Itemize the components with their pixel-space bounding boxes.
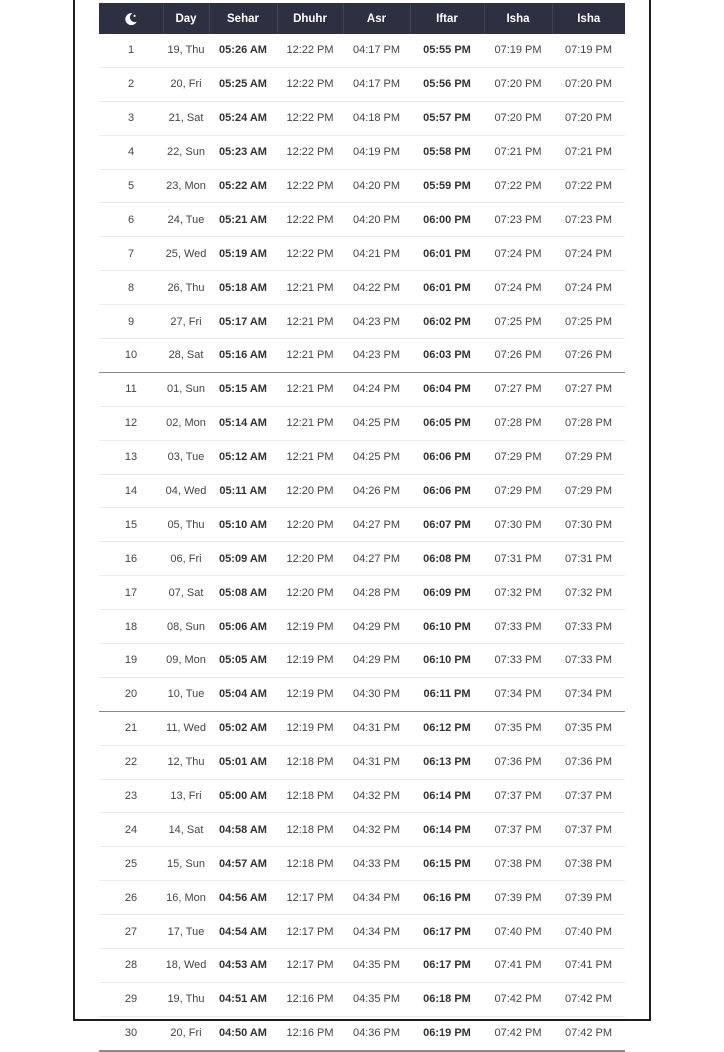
sehar-time-cell: 05:22 AM	[209, 169, 277, 203]
sehar-time-cell: 05:23 AM	[209, 135, 277, 169]
dhuhr-time-cell: 12:22 PM	[277, 237, 343, 271]
isha-time-cell: 07:37 PM	[484, 779, 552, 813]
table-row	[99, 881, 625, 915]
iftar-time-cell: 06:03 PM	[410, 339, 484, 373]
isha-time-cell: 07:42 PM	[484, 982, 552, 1016]
table-row	[99, 982, 625, 1016]
dhuhr-time-cell: 12:22 PM	[277, 169, 343, 203]
isha-time-cell-2: 07:38 PM	[552, 847, 625, 881]
dhuhr-time-cell: 12:22 PM	[277, 203, 343, 237]
isha-time-cell: 07:25 PM	[484, 305, 552, 339]
isha-time-cell: 07:41 PM	[484, 949, 552, 983]
isha-time-cell-2: 07:25 PM	[552, 305, 625, 339]
iftar-time-cell: 05:58 PM	[410, 135, 484, 169]
timetable-container	[99, 3, 625, 1052]
sehar-time-cell: 05:21 AM	[209, 203, 277, 237]
isha-time-cell: 07:29 PM	[484, 474, 552, 508]
asr-time-cell: 04:32 PM	[343, 779, 410, 813]
isha-time-cell: 07:29 PM	[484, 440, 552, 474]
table-row	[99, 372, 625, 406]
iftar-time-cell: 06:14 PM	[410, 813, 484, 847]
isha-time-cell-2: 07:24 PM	[552, 237, 625, 271]
isha-time-cell: 07:37 PM	[484, 813, 552, 847]
dhuhr-time-cell: 12:21 PM	[277, 339, 343, 373]
iftar-time-cell: 06:01 PM	[410, 271, 484, 305]
asr-time-cell: 04:27 PM	[343, 542, 410, 576]
day-cell: 01, Sun	[163, 372, 209, 406]
table-row	[99, 542, 625, 576]
table-row	[99, 169, 625, 203]
isha-time-cell-2: 07:36 PM	[552, 745, 625, 779]
sehar-time-cell: 05:26 AM	[209, 34, 277, 67]
sehar-time-cell: 05:08 AM	[209, 576, 277, 610]
iftar-time-cell: 06:19 PM	[410, 1016, 484, 1050]
table-row	[99, 813, 625, 847]
asr-time-cell: 04:18 PM	[343, 101, 410, 135]
isha-time-cell: 07:20 PM	[484, 67, 552, 101]
isha-time-cell: 07:35 PM	[484, 711, 552, 745]
dhuhr-time-cell: 12:18 PM	[277, 745, 343, 779]
sehar-time-cell: 05:01 AM	[209, 745, 277, 779]
isha-time-cell: 07:22 PM	[484, 169, 552, 203]
iftar-time-cell: 06:10 PM	[410, 644, 484, 678]
day-number-cell: 30	[99, 1016, 163, 1050]
isha-time-cell-2: 07:27 PM	[552, 372, 625, 406]
asr-time-cell: 04:17 PM	[343, 67, 410, 101]
asr-time-cell: 04:31 PM	[343, 745, 410, 779]
day-number-cell: 16	[99, 542, 163, 576]
table-row	[99, 474, 625, 508]
dhuhr-time-cell: 12:21 PM	[277, 271, 343, 305]
sehar-time-cell: 05:24 AM	[209, 101, 277, 135]
day-number-cell: 29	[99, 982, 163, 1016]
dhuhr-time-cell: 12:17 PM	[277, 915, 343, 949]
day-number-cell: 20	[99, 677, 163, 711]
table-row	[99, 949, 625, 983]
isha-time-cell-2: 07:41 PM	[552, 949, 625, 983]
isha-time-cell-2: 07:37 PM	[552, 779, 625, 813]
dhuhr-time-cell: 12:21 PM	[277, 440, 343, 474]
day-cell: 24, Tue	[163, 203, 209, 237]
dhuhr-time-cell: 12:21 PM	[277, 305, 343, 339]
iftar-time-cell: 06:17 PM	[410, 949, 484, 983]
asr-time-cell: 04:27 PM	[343, 508, 410, 542]
isha-time-cell-2: 07:20 PM	[552, 67, 625, 101]
day-cell: 17, Tue	[163, 915, 209, 949]
header-sehar: Sehar	[209, 3, 277, 34]
isha-time-cell-2: 07:31 PM	[552, 542, 625, 576]
asr-time-cell: 04:22 PM	[343, 271, 410, 305]
day-number-cell: 22	[99, 745, 163, 779]
header-isha: Isha	[484, 3, 552, 34]
sehar-time-cell: 05:00 AM	[209, 779, 277, 813]
day-cell: 19, Thu	[163, 34, 209, 67]
iftar-time-cell: 06:10 PM	[410, 610, 484, 644]
header-day: Day	[163, 3, 209, 34]
header-icon-cell	[99, 3, 163, 34]
day-number-cell: 5	[99, 169, 163, 203]
asr-time-cell: 04:33 PM	[343, 847, 410, 881]
day-number-cell: 9	[99, 305, 163, 339]
crescent-moon-star-icon	[123, 11, 139, 27]
isha-time-cell-2: 07:40 PM	[552, 915, 625, 949]
isha-time-cell-2: 07:42 PM	[552, 1016, 625, 1050]
day-cell: 25, Wed	[163, 237, 209, 271]
day-number-cell: 17	[99, 576, 163, 610]
day-number-cell: 25	[99, 847, 163, 881]
timetable-body	[99, 34, 625, 1051]
isha-time-cell-2: 07:39 PM	[552, 881, 625, 915]
sehar-time-cell: 05:02 AM	[209, 711, 277, 745]
sehar-time-cell: 05:04 AM	[209, 677, 277, 711]
sehar-time-cell: 04:54 AM	[209, 915, 277, 949]
asr-time-cell: 04:35 PM	[343, 982, 410, 1016]
isha-time-cell-2: 07:32 PM	[552, 576, 625, 610]
sehar-time-cell: 05:05 AM	[209, 644, 277, 678]
isha-time-cell-2: 07:29 PM	[552, 474, 625, 508]
dhuhr-time-cell: 12:22 PM	[277, 135, 343, 169]
asr-time-cell: 04:29 PM	[343, 644, 410, 678]
dhuhr-time-cell: 12:16 PM	[277, 982, 343, 1016]
day-number-cell: 7	[99, 237, 163, 271]
sehar-time-cell: 05:16 AM	[209, 339, 277, 373]
iftar-time-cell: 06:11 PM	[410, 677, 484, 711]
dhuhr-time-cell: 12:22 PM	[277, 67, 343, 101]
asr-time-cell: 04:20 PM	[343, 169, 410, 203]
dhuhr-time-cell: 12:19 PM	[277, 610, 343, 644]
isha-time-cell: 07:39 PM	[484, 881, 552, 915]
sehar-time-cell: 05:19 AM	[209, 237, 277, 271]
isha-time-cell: 07:24 PM	[484, 271, 552, 305]
table-row	[99, 745, 625, 779]
day-cell: 12, Thu	[163, 745, 209, 779]
table-row	[99, 135, 625, 169]
dhuhr-time-cell: 12:19 PM	[277, 644, 343, 678]
asr-time-cell: 04:25 PM	[343, 406, 410, 440]
day-cell: 11, Wed	[163, 711, 209, 745]
asr-time-cell: 04:23 PM	[343, 339, 410, 373]
table-row	[99, 508, 625, 542]
isha-time-cell-2: 07:24 PM	[552, 271, 625, 305]
asr-time-cell: 04:30 PM	[343, 677, 410, 711]
table-row	[99, 305, 625, 339]
isha-time-cell-2: 07:37 PM	[552, 813, 625, 847]
table-row	[99, 440, 625, 474]
day-number-cell: 1	[99, 34, 163, 67]
iftar-time-cell: 05:55 PM	[410, 34, 484, 67]
table-row	[99, 34, 625, 67]
day-number-cell: 23	[99, 779, 163, 813]
day-number-cell: 28	[99, 949, 163, 983]
isha-time-cell-2: 07:23 PM	[552, 203, 625, 237]
isha-time-cell: 07:31 PM	[484, 542, 552, 576]
table-row	[99, 677, 625, 711]
asr-time-cell: 04:23 PM	[343, 305, 410, 339]
asr-time-cell: 04:25 PM	[343, 440, 410, 474]
header-row	[99, 3, 625, 34]
asr-time-cell: 04:31 PM	[343, 711, 410, 745]
isha-time-cell: 07:26 PM	[484, 339, 552, 373]
sehar-time-cell: 05:09 AM	[209, 542, 277, 576]
day-cell: 08, Sun	[163, 610, 209, 644]
day-cell: 14, Sat	[163, 813, 209, 847]
isha-time-cell: 07:36 PM	[484, 745, 552, 779]
iftar-time-cell: 06:16 PM	[410, 881, 484, 915]
header-asr: Asr	[343, 3, 410, 34]
dhuhr-time-cell: 12:22 PM	[277, 101, 343, 135]
isha-time-cell: 07:19 PM	[484, 34, 552, 67]
isha-time-cell: 07:34 PM	[484, 677, 552, 711]
sehar-time-cell: 05:15 AM	[209, 372, 277, 406]
sehar-time-cell: 05:25 AM	[209, 67, 277, 101]
table-row	[99, 779, 625, 813]
day-cell: 13, Fri	[163, 779, 209, 813]
asr-time-cell: 04:21 PM	[343, 237, 410, 271]
day-number-cell: 10	[99, 339, 163, 373]
day-number-cell: 13	[99, 440, 163, 474]
day-number-cell: 19	[99, 644, 163, 678]
dhuhr-time-cell: 12:19 PM	[277, 711, 343, 745]
iftar-time-cell: 05:59 PM	[410, 169, 484, 203]
asr-time-cell: 04:29 PM	[343, 610, 410, 644]
day-number-cell: 2	[99, 67, 163, 101]
sehar-time-cell: 05:14 AM	[209, 406, 277, 440]
sehar-time-cell: 04:53 AM	[209, 949, 277, 983]
day-number-cell: 24	[99, 813, 163, 847]
iftar-time-cell: 05:57 PM	[410, 101, 484, 135]
day-cell: 05, Thu	[163, 508, 209, 542]
table-row	[99, 67, 625, 101]
isha-time-cell: 07:21 PM	[484, 135, 552, 169]
asr-time-cell: 04:26 PM	[343, 474, 410, 508]
sehar-time-cell: 04:58 AM	[209, 813, 277, 847]
isha-time-cell: 07:38 PM	[484, 847, 552, 881]
iftar-time-cell: 06:06 PM	[410, 440, 484, 474]
day-cell: 26, Thu	[163, 271, 209, 305]
sehar-time-cell: 05:12 AM	[209, 440, 277, 474]
sehar-time-cell: 05:18 AM	[209, 271, 277, 305]
isha-time-cell-2: 07:29 PM	[552, 440, 625, 474]
day-cell: 19, Thu	[163, 982, 209, 1016]
table-row	[99, 203, 625, 237]
day-number-cell: 12	[99, 406, 163, 440]
sehar-time-cell: 04:51 AM	[209, 982, 277, 1016]
day-number-cell: 8	[99, 271, 163, 305]
isha-time-cell: 07:28 PM	[484, 406, 552, 440]
isha-time-cell-2: 07:33 PM	[552, 610, 625, 644]
sehar-time-cell: 05:17 AM	[209, 305, 277, 339]
day-number-cell: 3	[99, 101, 163, 135]
day-cell: 27, Fri	[163, 305, 209, 339]
isha-time-cell: 07:30 PM	[484, 508, 552, 542]
sehar-time-cell: 05:10 AM	[209, 508, 277, 542]
table-row	[99, 576, 625, 610]
iftar-time-cell: 06:12 PM	[410, 711, 484, 745]
day-cell: 09, Mon	[163, 644, 209, 678]
isha-time-cell: 07:24 PM	[484, 237, 552, 271]
isha-time-cell: 07:42 PM	[484, 1016, 552, 1050]
isha-time-cell-2: 07:33 PM	[552, 644, 625, 678]
day-cell: 10, Tue	[163, 677, 209, 711]
dhuhr-time-cell: 12:19 PM	[277, 677, 343, 711]
asr-time-cell: 04:36 PM	[343, 1016, 410, 1050]
header-iftar: Iftar	[410, 3, 484, 34]
isha-time-cell: 07:20 PM	[484, 101, 552, 135]
asr-time-cell: 04:28 PM	[343, 576, 410, 610]
dhuhr-time-cell: 12:17 PM	[277, 881, 343, 915]
iftar-time-cell: 06:13 PM	[410, 745, 484, 779]
isha-time-cell: 07:33 PM	[484, 644, 552, 678]
iftar-time-cell: 06:07 PM	[410, 508, 484, 542]
iftar-time-cell: 06:17 PM	[410, 915, 484, 949]
iftar-time-cell: 06:14 PM	[410, 779, 484, 813]
day-cell: 20, Fri	[163, 1016, 209, 1050]
day-cell: 18, Wed	[163, 949, 209, 983]
sehar-time-cell: 05:11 AM	[209, 474, 277, 508]
dhuhr-time-cell: 12:20 PM	[277, 474, 343, 508]
table-row	[99, 1016, 625, 1050]
isha-time-cell-2: 07:34 PM	[552, 677, 625, 711]
dhuhr-time-cell: 12:20 PM	[277, 542, 343, 576]
dhuhr-time-cell: 12:18 PM	[277, 813, 343, 847]
day-number-cell: 11	[99, 372, 163, 406]
iftar-time-cell: 06:04 PM	[410, 372, 484, 406]
table-row	[99, 237, 625, 271]
isha-time-cell-2: 07:22 PM	[552, 169, 625, 203]
isha-time-cell: 07:33 PM	[484, 610, 552, 644]
header-isha-2: Isha	[552, 3, 625, 34]
table-row	[99, 610, 625, 644]
dhuhr-time-cell: 12:22 PM	[277, 34, 343, 67]
day-cell: 02, Mon	[163, 406, 209, 440]
day-number-cell: 15	[99, 508, 163, 542]
day-cell: 23, Mon	[163, 169, 209, 203]
asr-time-cell: 04:34 PM	[343, 881, 410, 915]
day-cell: 07, Sat	[163, 576, 209, 610]
day-number-cell: 6	[99, 203, 163, 237]
table-row	[99, 711, 625, 745]
day-number-cell: 18	[99, 610, 163, 644]
table-row	[99, 847, 625, 881]
isha-time-cell-2: 07:30 PM	[552, 508, 625, 542]
day-cell: 06, Fri	[163, 542, 209, 576]
asr-time-cell: 04:32 PM	[343, 813, 410, 847]
day-number-cell: 14	[99, 474, 163, 508]
day-cell: 16, Mon	[163, 881, 209, 915]
day-cell: 04, Wed	[163, 474, 209, 508]
dhuhr-time-cell: 12:20 PM	[277, 576, 343, 610]
asr-time-cell: 04:24 PM	[343, 372, 410, 406]
isha-time-cell: 07:32 PM	[484, 576, 552, 610]
day-cell: 28, Sat	[163, 339, 209, 373]
isha-time-cell-2: 07:35 PM	[552, 711, 625, 745]
ramadan-timetable	[99, 3, 625, 1052]
day-number-cell: 26	[99, 881, 163, 915]
sehar-time-cell: 04:56 AM	[209, 881, 277, 915]
isha-time-cell: 07:40 PM	[484, 915, 552, 949]
isha-time-cell-2: 07:26 PM	[552, 339, 625, 373]
day-cell: 21, Sat	[163, 101, 209, 135]
asr-time-cell: 04:20 PM	[343, 203, 410, 237]
isha-time-cell-2: 07:21 PM	[552, 135, 625, 169]
dhuhr-time-cell: 12:17 PM	[277, 949, 343, 983]
asr-time-cell: 04:19 PM	[343, 135, 410, 169]
sehar-time-cell: 05:06 AM	[209, 610, 277, 644]
isha-time-cell-2: 07:28 PM	[552, 406, 625, 440]
dhuhr-time-cell: 12:18 PM	[277, 847, 343, 881]
iftar-time-cell: 06:01 PM	[410, 237, 484, 271]
iftar-time-cell: 06:15 PM	[410, 847, 484, 881]
asr-time-cell: 04:35 PM	[343, 949, 410, 983]
iftar-time-cell: 06:08 PM	[410, 542, 484, 576]
dhuhr-time-cell: 12:18 PM	[277, 779, 343, 813]
iftar-time-cell: 06:02 PM	[410, 305, 484, 339]
table-row	[99, 101, 625, 135]
isha-time-cell-2: 07:20 PM	[552, 101, 625, 135]
isha-time-cell: 07:23 PM	[484, 203, 552, 237]
timetable-header	[99, 3, 625, 34]
table-row	[99, 915, 625, 949]
day-cell: 20, Fri	[163, 67, 209, 101]
isha-time-cell-2: 07:42 PM	[552, 982, 625, 1016]
asr-time-cell: 04:34 PM	[343, 915, 410, 949]
sehar-time-cell: 04:57 AM	[209, 847, 277, 881]
iftar-time-cell: 06:06 PM	[410, 474, 484, 508]
iftar-time-cell: 06:00 PM	[410, 203, 484, 237]
iftar-time-cell: 06:05 PM	[410, 406, 484, 440]
day-number-cell: 21	[99, 711, 163, 745]
header-dhuhr: Dhuhr	[277, 3, 343, 34]
asr-time-cell: 04:17 PM	[343, 34, 410, 67]
table-row	[99, 271, 625, 305]
dhuhr-time-cell: 12:21 PM	[277, 372, 343, 406]
isha-time-cell: 07:27 PM	[484, 372, 552, 406]
day-cell: 15, Sun	[163, 847, 209, 881]
day-number-cell: 27	[99, 915, 163, 949]
dhuhr-time-cell: 12:21 PM	[277, 406, 343, 440]
day-cell: 22, Sun	[163, 135, 209, 169]
table-row	[99, 644, 625, 678]
sehar-time-cell: 04:50 AM	[209, 1016, 277, 1050]
day-cell: 03, Tue	[163, 440, 209, 474]
iftar-time-cell: 06:18 PM	[410, 982, 484, 1016]
dhuhr-time-cell: 12:20 PM	[277, 508, 343, 542]
table-row	[99, 339, 625, 373]
day-number-cell: 4	[99, 135, 163, 169]
isha-time-cell-2: 07:19 PM	[552, 34, 625, 67]
table-row	[99, 406, 625, 440]
iftar-time-cell: 06:09 PM	[410, 576, 484, 610]
dhuhr-time-cell: 12:16 PM	[277, 1016, 343, 1050]
iftar-time-cell: 05:56 PM	[410, 67, 484, 101]
